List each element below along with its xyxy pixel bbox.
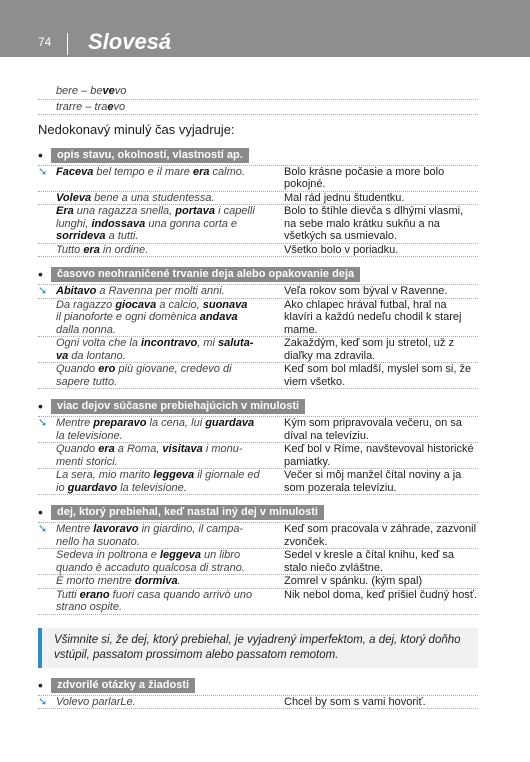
- example-row: [38, 416, 478, 443]
- page-number: 74: [38, 35, 52, 49]
- usage-sections: [38, 148, 478, 615]
- page-title: Slovesá: [88, 29, 172, 54]
- usage-section: [38, 267, 478, 389]
- example-row: [38, 337, 478, 363]
- example-row: [38, 284, 478, 299]
- italian-example: Da ragazzo giocava a calcio, suonava il pianoforte e ogni domènica andava dalla nonna.: [56, 298, 248, 336]
- bullet-dot-icon: •: [38, 398, 43, 415]
- italian-example: ➘ Volevo parlarLe.: [38, 695, 136, 708]
- section-tag: zdvorilé otázky a žiadosti: [51, 678, 195, 693]
- last-section: [38, 678, 478, 710]
- example-row: [38, 695, 478, 710]
- italian-example: ➘ Abitavo a Ravenna per molti anni.: [38, 285, 225, 297]
- example-row: [38, 575, 478, 589]
- intro-line: trarre – traevo: [38, 100, 478, 116]
- usage-section: [38, 148, 478, 258]
- usage-section: [38, 505, 478, 615]
- section-header: [38, 399, 478, 414]
- example-row: [38, 589, 478, 615]
- intro-lines: [38, 84, 478, 115]
- slovak-translation: Keď som pracovala v záhrade, zazvonil zvonček.: [284, 523, 477, 548]
- blue-arrow-icon: ➘: [38, 285, 48, 297]
- slovak-translation: Mal rád jednu študentku.: [284, 191, 405, 204]
- italian-example: ➘ Mentre lavoravo in giardino, il campa- nello ha suonato.: [38, 523, 244, 548]
- example-row: [38, 192, 478, 206]
- section-header: [38, 148, 478, 163]
- section-tag: časovo neohraničené trvanie deja alebo opakovanie deja: [51, 267, 360, 282]
- italian-example: Ogni volta che la incontravo, mi saluta- va da lontano.: [56, 337, 254, 362]
- blue-arrow-icon: ➘: [38, 417, 48, 429]
- section-header: [38, 267, 478, 282]
- example-row: [38, 299, 478, 338]
- slovak-translation: Veľa rokov som býval v Ravenne.: [284, 285, 448, 297]
- section-header: [38, 505, 478, 520]
- example-row: [38, 363, 478, 389]
- italian-example: È morto mentre dormiva.: [56, 575, 181, 587]
- slovak-translation: Ako chlapec hrával futbal, hral na klavíri a každú nedeľu chodil k starej mame.: [284, 298, 462, 336]
- slovak-translation: Bolo krásne počasie a more bolo pokojné.: [284, 165, 445, 190]
- italian-example: Quando ero più giovane, credevo di sapere tutto.: [56, 363, 232, 388]
- slovak-translation: Večer si môj manžel čítal noviny a ja som pozerala televíziu.: [284, 469, 462, 494]
- italian-example: Era una ragazza snella, portava i capelli lunghi, indossava una gonna corta e sorrideva a tutti.: [56, 205, 255, 242]
- bullet-dot-icon: •: [38, 504, 43, 521]
- bullet-dot-icon: •: [38, 676, 43, 693]
- example-row: [38, 549, 478, 575]
- italian-example: ➘ Mentre preparavo la cena, lui guardava la televisione.: [38, 417, 255, 442]
- italian-example: Tutto era in ordine.: [56, 243, 149, 256]
- slovak-translation: Zomrel v spánku. (kým spal): [284, 575, 423, 587]
- example-row: [38, 244, 478, 258]
- usage-section: [38, 678, 478, 710]
- slovak-translation: Všetko bolo v poriadku.: [284, 243, 399, 256]
- blue-arrow-icon: ➘: [38, 523, 48, 535]
- example-row: [38, 205, 478, 244]
- intro-line: bere – bevevo: [38, 84, 478, 100]
- blue-arrow-icon: ➘: [38, 165, 48, 178]
- italian-example: Quando era a Roma, visitava i monu- menti storici.: [56, 443, 243, 468]
- usage-section: [38, 399, 478, 495]
- example-row: [38, 443, 478, 469]
- header-divider: [67, 33, 68, 55]
- slovak-translation: Zakaždým, keď som ju stretol, už z diaľky ma zdravila.: [284, 337, 454, 362]
- blue-arrow-icon: ➘: [38, 695, 48, 708]
- slovak-translation: Bolo to štíhle dievča s dlhými vlasmi, na sebe malo krátku sukňu a na všetkých sa usmievalo.: [284, 205, 464, 242]
- section-tag: viac dejov súčasne prebiehajúcich v minulosti: [51, 399, 305, 414]
- italian-example: Sedeva in poltrona e leggeva un libro quando è accaduto qualcosa di strano.: [56, 549, 245, 574]
- italian-example: La sera, mio marito leggeva il giornale ed io guardavo la televisione.: [56, 469, 260, 494]
- page-content: [38, 84, 478, 709]
- bullet-dot-icon: •: [38, 266, 43, 283]
- slovak-translation: Keď bol v Ríme, navštevoval historické pamiatky.: [284, 443, 474, 468]
- slovak-translation: Kým som pripravovala večeru, on sa díval na televíziu.: [284, 417, 462, 442]
- section-header: [38, 678, 478, 693]
- note-box: Všimnite si, že dej, ktorý prebiehal, je vyjadrený imperfektom, a dej, ktorý doňho vstúpil, passatom prossimom alebo passatom remotom.: [38, 628, 478, 668]
- slovak-translation: Sedel v kresle a čítal knihu, keď sa stalo niečo zvláštne.: [284, 549, 455, 574]
- italian-example: Voleva bene a una studentessa.: [56, 191, 215, 204]
- page-header: [0, 0, 530, 57]
- section-tag: opis stavu, okolností, vlastností ap.: [51, 148, 249, 163]
- example-row: [38, 165, 478, 192]
- slovak-translation: Nik nebol doma, keď prišiel čudný hosť.: [284, 588, 478, 601]
- italian-example: Tutti erano fuori casa quando arrivò uno strano ospite.: [56, 588, 253, 613]
- section-tag: dej, ktorý prebiehal, keď nastal iný dej v minulosti: [51, 505, 324, 520]
- example-row: [38, 522, 478, 549]
- slovak-translation: Keď som bol mladší, myslel som si, že viem všetko.: [284, 363, 472, 388]
- italian-example: ➘ Faceva bel tempo e il mare era calmo.: [38, 165, 245, 178]
- slovak-translation: Chcel by som s vami hovoriť.: [284, 695, 426, 708]
- section-heading: Nedokonavý minulý čas vyjadruje:: [38, 122, 235, 137]
- bullet-dot-icon: •: [38, 146, 43, 163]
- example-row: [38, 469, 478, 495]
